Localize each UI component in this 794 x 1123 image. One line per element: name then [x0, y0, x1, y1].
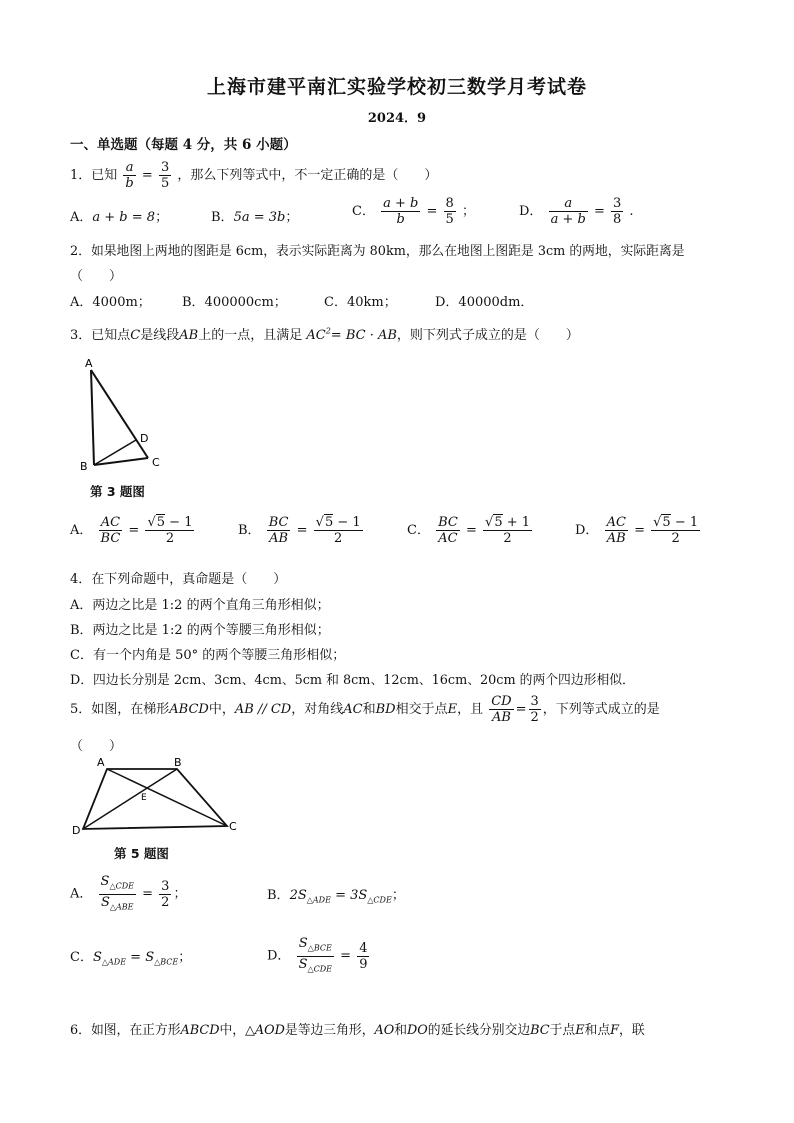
q5-diagonal-bd	[83, 769, 177, 829]
q3-figure-caption: 第 3 题图	[90, 484, 145, 499]
q2-option-b: B．400000cm；	[182, 295, 287, 310]
q1-option-d: D． $\frac{a}{a + b}$ = $\frac{3}{8}$ .	[519, 196, 634, 227]
q3-option-b: B． $\frac{BC}{AB}$ = $\frac{√5 - 1}{2}$	[238, 515, 361, 546]
q3-label-c: C	[152, 456, 160, 469]
q3-option-d: D． $\frac{AC}{AB}$ = $\frac{√5 - 1}{2}$	[575, 515, 699, 546]
q5-trapezoid-figure	[70, 756, 240, 838]
question-2-stem-line1: 2．如果地图上两地的图距是 6cm，表示实际距离为 80km，那么在地图上图距是 3cm 的两地，实际距离是	[70, 244, 685, 259]
q1-option-b: B．5a = 3b；	[211, 210, 299, 225]
q3-label-d: D	[140, 432, 149, 445]
question-5-stem-line2: （ ）	[70, 739, 123, 754]
q3-option-a: A． $\frac{AC}{BC}$ = $\frac{√5 - 1}{2}$	[70, 515, 193, 546]
exam-date: 2024．9	[367, 111, 427, 126]
q3-option-c: C． $\frac{BC}{AC}$ = $\frac{√5 + 1}{2}$	[407, 515, 531, 546]
section-heading: 一、单选题（每题 4 分，共 6 小题）	[70, 137, 297, 153]
question-5-stem: 5．如图，在梯形ABCD中，AB // CD，对角线AC和BD相交于点E，且 $\frac{CD}{AB}$ = $\frac{3}{2}$ ，下列等式成立的是	[70, 694, 660, 725]
q2-option-a: A．4000m；	[70, 295, 151, 310]
q5-trapezoid-outline	[83, 769, 227, 829]
q5-label-d: D	[72, 824, 81, 837]
q3-label-b: B	[80, 460, 88, 473]
q1-given-fraction: $\frac{a}{b}$	[125, 160, 134, 191]
question-2-stem-line2: （ ）	[70, 269, 123, 284]
q4-option-b: B．两边之比是 1:2 的两个等腰三角形相似；	[70, 623, 330, 638]
question-4-stem: 4．在下列命题中，真命题是（ ）	[70, 572, 287, 587]
q3-side-bc	[94, 458, 148, 465]
q1-given-ratio: $\frac{3}{5}$	[160, 160, 170, 191]
q5-figure-caption: 第 5 题图	[114, 846, 169, 861]
q2-option-d: D．40000dm．	[435, 295, 534, 310]
question-6-stem: 6．如图，在正方形ABCD中，△AOD是等边三角形，AO和DO的延长线分别交边BC于点E和点F，联	[70, 1023, 645, 1038]
q5-label-b: B	[174, 756, 182, 769]
q4-option-d: D．四边长分别是 2cm、3cm、4cm、5cm 和 8cm、12cm、16cm、20cm 的两个四边形相似．	[70, 673, 635, 688]
question-3-stem: 3．已知点C是线段AB上的一点，且满足 $AC^2=$ BC · AB，则下列式子成立的是（ ）	[70, 326, 579, 343]
q4-option-c: C．有一个内角是 50° 的两个等腰三角形相似；	[70, 648, 346, 663]
q5-label-a: A	[97, 756, 105, 769]
q3-side-ab	[91, 370, 94, 465]
q1-option-a: A．a + b = 8；	[70, 210, 169, 225]
page-title: 上海市建平南汇实验学校初三数学月考试卷	[206, 76, 587, 98]
q5-label-e: E	[141, 793, 147, 803]
q5-option-b: B．$2S_{\triangle ADE} = 3S_{\triangle CDE}$；	[267, 888, 405, 905]
question-1-stem: 1．已知 $\frac{a}{b}$ = $\frac{3}{5}$ ，那么下列等式中，不一定正确的是（ ）	[70, 160, 438, 191]
q5-diagonal-ac	[107, 769, 227, 826]
q5-label-c: C	[229, 820, 237, 833]
q5-option-a: A． $\frac{S_{\triangle CDE}}{S_{\triangle ABE}}$ = $\frac{3}{2}$ ；	[70, 874, 187, 912]
q3-relation: $AC^2=$ BC · AB	[306, 326, 397, 343]
q1-option-c: C． $\frac{a + b}{b}$ = $\frac{8}{5}$ ；	[352, 196, 475, 227]
q3-triangle-figure	[78, 355, 168, 475]
q3-label-a: A	[85, 357, 93, 370]
q5-option-c: C．$S_{\triangle ADE} = S_{\triangle BCE}$；	[70, 950, 192, 967]
q2-option-c: C．40km；	[324, 295, 397, 310]
q4-option-a: A．两边之比是 1:2 的两个直角三角形相似；	[70, 598, 330, 613]
q5-option-d: D． $\frac{S_{\triangle BCE}}{S_{\triangle CDE}}$ = $\frac{4}{9}$	[267, 936, 368, 974]
